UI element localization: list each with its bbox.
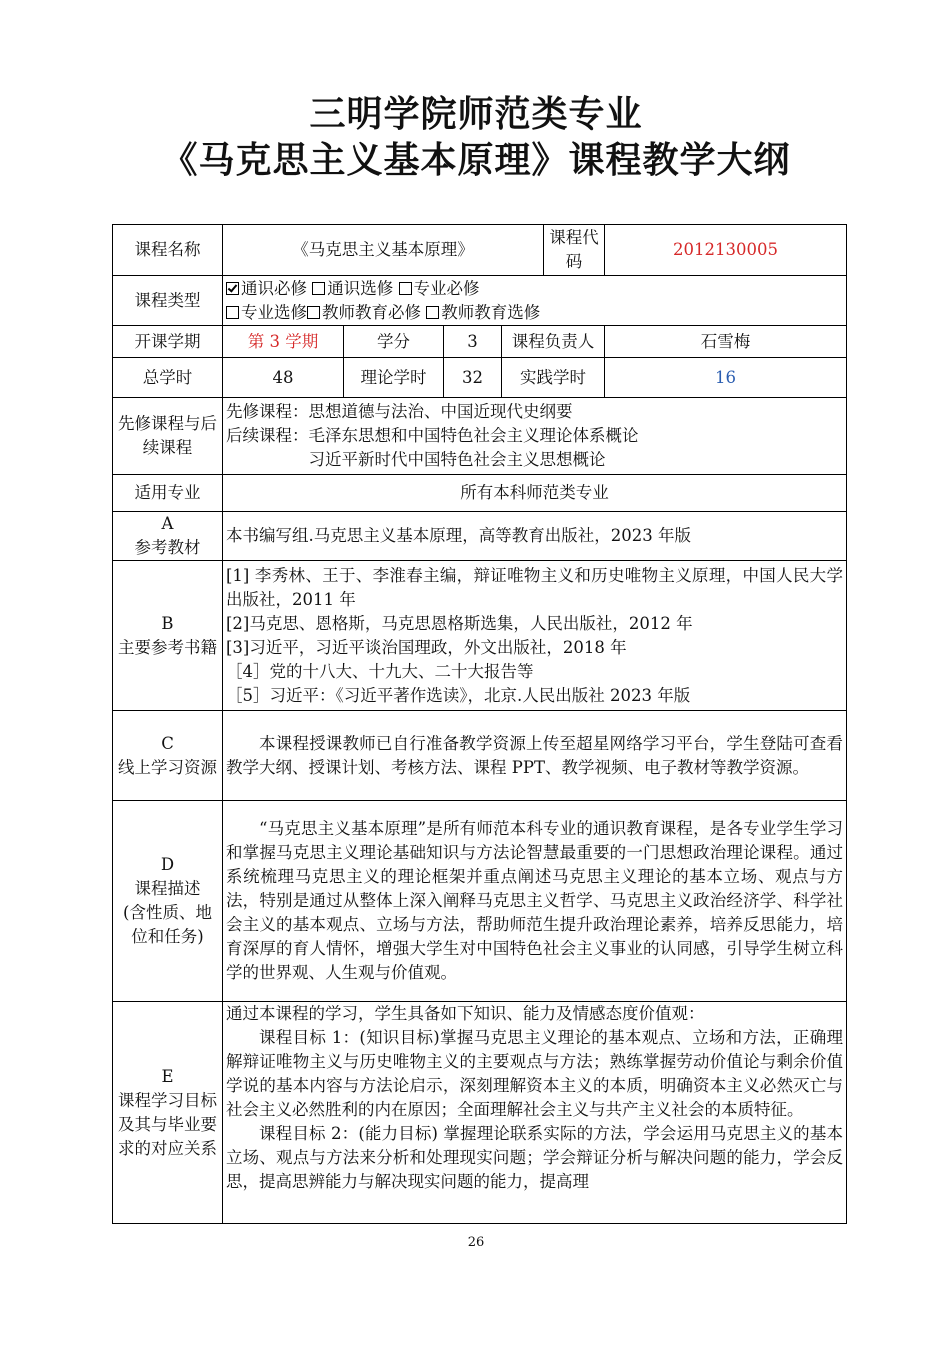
type-option-6: 教师教育选修 <box>441 302 541 322</box>
goals-label <box>113 1002 223 1224</box>
goals-letter: E <box>161 1066 174 1086</box>
semester-label: 开课学期 <box>113 326 223 358</box>
credit-value: 3 <box>444 326 502 358</box>
theory-hours-value: 32 <box>444 358 502 398</box>
refs-label-text: 主要参考书籍 <box>118 637 217 657</box>
checkbox-icon <box>399 282 412 295</box>
total-hours-value: 48 <box>223 358 344 398</box>
ref-item-1: [1] 李秀林、王于、李淮春主编，辩证唯物主义和历史唯物主义原理，中国人民大学出版社，2011 年 <box>226 565 843 609</box>
desc-label-text: 课程描述 <box>134 879 201 898</box>
type-option-3: 专业必修 <box>413 278 480 298</box>
followup-line: 后续课程：毛泽东思想和中国特色社会主义理论体系概论 <box>226 426 639 445</box>
textbook-label-text: 参考教材 <box>134 538 201 557</box>
refs-letter: B <box>161 613 174 633</box>
type-option-4: 专业选修 <box>241 302 307 322</box>
checkbox-icon <box>307 306 320 319</box>
row-major <box>113 475 847 512</box>
online-letter: C <box>161 733 174 753</box>
checkbox-icon <box>226 282 239 295</box>
leader-label: 课程负责人 <box>502 326 605 358</box>
refs-list <box>223 561 847 711</box>
theory-hours-label: 理论学时 <box>344 358 444 398</box>
online-label <box>113 711 223 801</box>
leader-value: 石雪梅 <box>605 326 847 358</box>
course-type-label: 课程类型 <box>113 276 223 326</box>
goal-1: 课程目标 1：(知识目标)掌握马克思主义理论的基本观点、立场和方法，正确理解辩证唯物主义与历史唯物主义的主要观点与方法；熟练掌握劳动价值论与剩余价值学说的基本内容与方法论启示，深刻理解资本主义的本质，明确资本主义必然灭亡与社会主义必然胜利的内在原因；全面理解社会主义与共产主义社会的本质特征。 <box>226 1028 843 1119</box>
course-code-value: 2012130005 <box>605 225 847 276</box>
course-name-value: 《马克思主义基本原理》 <box>223 225 544 276</box>
goals-label-text: 课程学习目标及其与毕业要求的对应关系 <box>118 1090 217 1158</box>
major-value: 所有本科师范类专业 <box>223 475 847 512</box>
ref-item-5: ［5］习近平：《习近平著作选读》，北京.人民出版社 2023 年版 <box>226 685 691 705</box>
textbook-label <box>113 512 223 561</box>
checkbox-icon <box>226 306 239 319</box>
type-option-1: 通识必修 <box>241 278 307 298</box>
goal-2: 课程目标 2：(能力目标) 掌握理论联系实际的方法，学会运用马克思主义的基本立场、观点与方法来分析和处理现实问题；学会辩证分析与解决问题的能力，学会反思，提高思辨能力与解决现实问题的能力，提高理 <box>226 1124 843 1191</box>
followup-line-2: 习近平新时代中国特色社会主义思想概论 <box>308 450 606 469</box>
row-hours <box>113 358 847 398</box>
prereq-label: 先修课程与后续课程 <box>113 398 223 475</box>
desc-letter: D <box>160 855 175 874</box>
document-title-line2: 《马克思主义基本原理》课程教学大纲 <box>161 139 791 181</box>
practice-hours-value: 16 <box>605 358 847 398</box>
page-number: 26 <box>467 1235 485 1250</box>
goals-intro: 通过本课程的学习，学生具备如下知识、能力及情感态度价值观： <box>226 1004 705 1023</box>
row-course-name <box>113 225 847 276</box>
textbook-letter: A <box>161 514 174 533</box>
type-option-5: 教师教育必修 <box>322 302 421 322</box>
major-label: 适用专业 <box>113 475 223 512</box>
checkbox-icon <box>426 306 439 319</box>
course-code-label: 课程代码 <box>544 225 605 276</box>
row-textbook <box>113 512 847 561</box>
online-label-text: 线上学习资源 <box>118 757 217 777</box>
row-course-type <box>113 276 847 326</box>
ref-item-4: ［4］党的十八大、十九大、二十大报告等 <box>226 661 534 681</box>
practice-hours-label: 实践学时 <box>502 358 605 398</box>
course-type-options <box>223 276 847 326</box>
semester-value: 第 3 学期 <box>223 326 344 358</box>
ref-item-3: [3]习近平，习近平谈治国理政，外文出版社，2018 年 <box>226 637 627 657</box>
credit-label: 学分 <box>344 326 444 358</box>
row-prereq <box>113 398 847 475</box>
row-online <box>113 711 847 801</box>
row-semester <box>113 326 847 358</box>
course-name-label: 课程名称 <box>113 225 223 276</box>
row-refs <box>113 561 847 711</box>
type-option-2: 通识选修 <box>327 278 394 298</box>
online-value: 本课程授课教师已自行准备教学资源上传至超星网络学习平台，学生登陆可查看教学大纲、授课计划、考核方法、课程 PPT、教学视频、电子教材等教学资源。 <box>223 711 847 801</box>
row-description <box>113 801 847 1002</box>
checkbox-icon <box>312 282 325 295</box>
textbook-value: 本书编写组.马克思主义基本原理，高等教育出版社，2023 年版 <box>223 512 847 561</box>
desc-label <box>113 801 223 1002</box>
prereq-cell <box>223 398 847 475</box>
row-goals <box>113 1002 847 1224</box>
syllabus-table <box>112 224 847 1224</box>
ref-item-2: [2]马克思、恩格斯，马克思恩格斯选集，人民出版社，2012 年 <box>226 613 693 633</box>
refs-label <box>113 561 223 711</box>
total-hours-label: 总学时 <box>113 358 223 398</box>
document-title-line1: 三明学院师范类专业 <box>309 93 643 135</box>
desc-label-sub: (含性质、地位和任务) <box>123 903 212 946</box>
prereq-line: 先修课程：思想道德与法治、中国近现代史纲要 <box>226 402 573 421</box>
goals-cell <box>223 1002 847 1224</box>
desc-value: “马克思主义基本原理”是所有师范本科专业的通识教育课程，是各专业学生学习和掌握马克思主义理论基础知识与方法论智慧最重要的一门思想政治理论课程。通过系统梳理马克思主义的理论框架并重点阐述马克思主义理论的基本立场、观点与方法，特别是通过从整体上深入阐释马克思主义哲学、马克思主义政治经济学、科学社会主义的基本观点、立场与方法，帮助师范生提升政治理论素养，培养反思能力，培育深厚的育人情怀，增强大学生对中国特色社会主义事业的认同感，引导学生树立科学的世界观、人生观与价值观。 <box>223 801 847 1002</box>
